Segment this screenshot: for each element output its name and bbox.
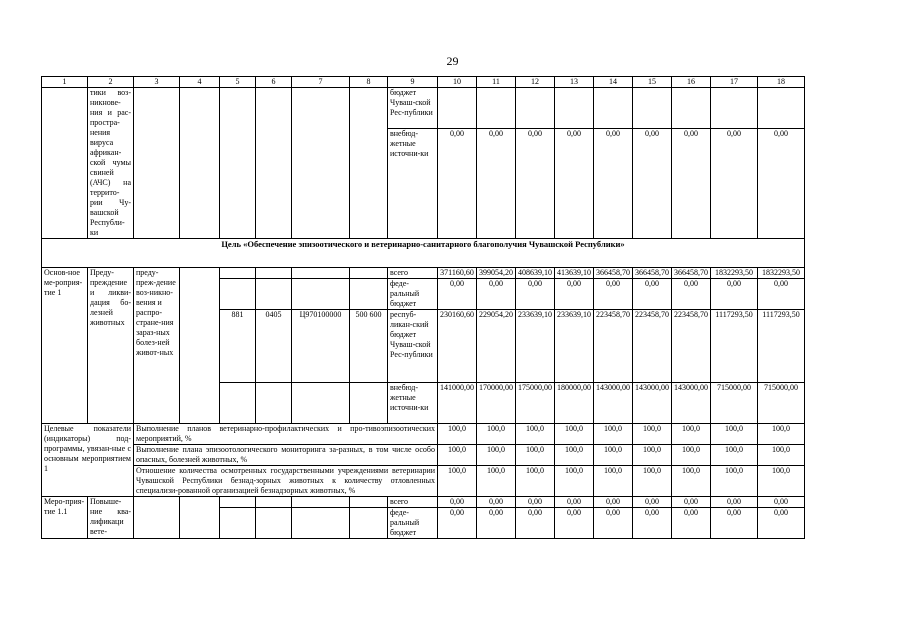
value-cell: 100,0 — [555, 466, 594, 497]
funding-source: бюджет Чуваш-ской Рес-публики — [388, 88, 438, 129]
indicator-row — [42, 424, 805, 445]
cell-empty — [220, 268, 256, 279]
value-cell: 100,0 — [672, 445, 711, 466]
value-cell: 0,00 — [672, 279, 711, 310]
value-cell: 0,00 — [516, 497, 555, 508]
cell-empty — [134, 497, 180, 539]
value-cell — [516, 88, 555, 129]
event-goal-link: преду-преж-дение воз-никно-вения и распро-стране-ния зараз-ных болез-ней живот-ных — [134, 268, 180, 424]
column-header: 17 — [711, 77, 758, 88]
indicator-row — [42, 445, 805, 466]
column-header: 18 — [758, 77, 805, 88]
value-cell: 100,0 — [711, 424, 758, 445]
funding-source: внебюд-жетные источни-ки — [388, 383, 438, 424]
column-header: 11 — [477, 77, 516, 88]
value-cell: 0,00 — [711, 129, 758, 239]
value-cell: 1832293,50 — [711, 268, 758, 279]
value-cell: 143000,00 — [672, 383, 711, 424]
value-cell — [672, 88, 711, 129]
table-row — [42, 497, 805, 508]
value-cell: 0,00 — [672, 497, 711, 508]
column-header: 13 — [555, 77, 594, 88]
value-cell: 0,00 — [633, 129, 672, 239]
value-cell: 413639,10 — [555, 268, 594, 279]
value-cell: 0,00 — [516, 129, 555, 239]
value-cell: 100,0 — [758, 466, 805, 497]
value-cell: 0,00 — [438, 129, 477, 239]
value-cell: 399054,20 — [477, 268, 516, 279]
grbs-code: 881 — [220, 310, 256, 383]
value-cell: 100,0 — [633, 466, 672, 497]
program-table — [41, 76, 805, 539]
column-header: 10 — [438, 77, 477, 88]
value-cell: 100,0 — [758, 424, 805, 445]
column-header-row — [42, 77, 805, 88]
cell-empty — [292, 508, 350, 539]
indicators-label: Целевые показатели (индикаторы) под-программы, увязан-ные с основным мероприятием 1 — [42, 424, 134, 497]
value-cell: 0,00 — [633, 497, 672, 508]
cell-empty — [292, 383, 350, 424]
value-cell: 0,00 — [633, 279, 672, 310]
cell-empty — [292, 279, 350, 310]
value-cell: 0,00 — [555, 279, 594, 310]
value-cell — [758, 88, 805, 129]
value-cell: 0,00 — [594, 508, 633, 539]
value-cell: 100,0 — [633, 424, 672, 445]
funding-source: феде-ральный бюджет — [388, 279, 438, 310]
page-number: 29 — [446, 54, 459, 68]
value-cell: 0,00 — [711, 497, 758, 508]
vr-code: 500 600 — [350, 310, 388, 383]
value-cell: 100,0 — [758, 445, 805, 466]
cell-empty — [256, 497, 292, 508]
value-cell: 366458,70 — [672, 268, 711, 279]
column-header: 6 — [256, 77, 292, 88]
value-cell: 229054,20 — [477, 310, 516, 383]
value-cell: 1832293,50 — [758, 268, 805, 279]
value-cell: 100,0 — [672, 424, 711, 445]
event-name: Преду-преждение и ликви-дация бо-лезней животных — [88, 268, 134, 424]
value-cell: 100,0 — [477, 424, 516, 445]
cell-empty — [292, 268, 350, 279]
value-cell: 233639,10 — [555, 310, 594, 383]
value-cell: 143000,00 — [594, 383, 633, 424]
cell-empty — [350, 279, 388, 310]
value-cell: 230160,60 — [438, 310, 477, 383]
cell-empty — [134, 88, 180, 239]
cell-empty — [292, 497, 350, 508]
value-cell: 233639,10 — [516, 310, 555, 383]
indicator-text: Отношение количества осмотренных государственными учреждениями ветеринарии Чувашской Республики безнад-зорных животных к количеству отловленных специализи-рованной организацией безнадзорных животных, % — [134, 466, 438, 497]
cell-empty — [350, 383, 388, 424]
value-cell: 175000,00 — [516, 383, 555, 424]
value-cell: 0,00 — [555, 508, 594, 539]
column-header: 4 — [180, 77, 220, 88]
value-cell: 0,00 — [711, 508, 758, 539]
goal-row — [42, 239, 805, 268]
column-header: 2 — [88, 77, 134, 88]
table-row — [42, 88, 805, 129]
value-cell: 100,0 — [516, 445, 555, 466]
value-cell: 0,00 — [758, 508, 805, 539]
cell-empty — [256, 383, 292, 424]
value-cell: 0,00 — [477, 279, 516, 310]
funding-source: всего — [388, 497, 438, 508]
cell-empty — [256, 279, 292, 310]
rzpr-code: 0405 — [256, 310, 292, 383]
cell-empty — [256, 268, 292, 279]
value-cell: 180000,00 — [555, 383, 594, 424]
value-cell: 1117293,50 — [758, 310, 805, 383]
value-cell — [555, 88, 594, 129]
value-cell: 100,0 — [555, 424, 594, 445]
value-cell: 100,0 — [516, 424, 555, 445]
column-header: 9 — [388, 77, 438, 88]
value-cell: 100,0 — [477, 466, 516, 497]
value-cell: 0,00 — [438, 508, 477, 539]
cell-empty — [42, 88, 88, 239]
value-cell: 100,0 — [711, 445, 758, 466]
goal-heading: Цель «Обеспечение эпизоотического и ветеринарно-санитарного благополучия Чувашской Республики» — [42, 239, 805, 268]
value-cell: 0,00 — [438, 497, 477, 508]
cell-empty — [180, 88, 220, 239]
cell-empty — [350, 508, 388, 539]
value-cell: 0,00 — [516, 508, 555, 539]
value-cell: 100,0 — [516, 466, 555, 497]
event-name: Повыше-ние ква-лификаци вете- — [88, 497, 134, 539]
cell-empty — [220, 508, 256, 539]
value-cell: 0,00 — [555, 129, 594, 239]
value-cell: 100,0 — [438, 445, 477, 466]
column-header: 1 — [42, 77, 88, 88]
table-row — [42, 268, 805, 279]
value-cell: 143000,00 — [633, 383, 672, 424]
column-header: 15 — [633, 77, 672, 88]
value-cell: 170000,00 — [477, 383, 516, 424]
value-cell: 715000,00 — [711, 383, 758, 424]
value-cell: 100,0 — [438, 424, 477, 445]
cell-empty — [256, 508, 292, 539]
column-header: 5 — [220, 77, 256, 88]
funding-source: внебюд-жетные источни-ки — [388, 129, 438, 239]
indicator-row — [42, 466, 805, 497]
value-cell: 0,00 — [758, 129, 805, 239]
cell-empty — [180, 497, 220, 539]
column-header: 12 — [516, 77, 555, 88]
column-header: 16 — [672, 77, 711, 88]
cell-empty — [292, 88, 350, 239]
indicator-text: Выполнение плана эпизоотологического мониторинга за-разных, в том числе особо опасных, болезней животных, % — [134, 445, 438, 466]
value-cell: 0,00 — [594, 279, 633, 310]
value-cell: 371160,60 — [438, 268, 477, 279]
value-cell: 100,0 — [594, 424, 633, 445]
value-cell: 100,0 — [633, 445, 672, 466]
value-cell: 100,0 — [555, 445, 594, 466]
value-cell: 0,00 — [555, 497, 594, 508]
value-cell: 223458,70 — [633, 310, 672, 383]
value-cell: 408639,10 — [516, 268, 555, 279]
cell-empty — [220, 383, 256, 424]
value-cell: 0,00 — [633, 508, 672, 539]
value-cell: 0,00 — [477, 497, 516, 508]
value-cell — [477, 88, 516, 129]
column-header: 3 — [134, 77, 180, 88]
value-cell — [438, 88, 477, 129]
value-cell: 0,00 — [438, 279, 477, 310]
value-cell: 366458,70 — [633, 268, 672, 279]
value-cell — [594, 88, 633, 129]
value-cell: 715000,00 — [758, 383, 805, 424]
cell-empty — [350, 497, 388, 508]
indicator-text: Выполнение планов ветеринарно-профилактических и про-тивоэпизоотических мероприятий, % — [134, 424, 438, 445]
csr-code: Ц970100000 — [292, 310, 350, 383]
value-cell: 100,0 — [438, 466, 477, 497]
column-header: 8 — [350, 77, 388, 88]
event-label: Основ-ное ме-роприя-тие 1 — [42, 268, 88, 424]
value-cell — [633, 88, 672, 129]
column-header: 7 — [292, 77, 350, 88]
cell-empty — [256, 88, 292, 239]
value-cell: 0,00 — [477, 129, 516, 239]
measure-name: тики воз-никнове-ния и рас-простра-нения вируса африкан-ской чумы свиней (АЧС) на террито-рии Чу-вашской Республи-ки — [88, 88, 134, 239]
cell-empty — [220, 497, 256, 508]
value-cell: 0,00 — [477, 508, 516, 539]
value-cell: 0,00 — [758, 497, 805, 508]
value-cell: 0,00 — [594, 497, 633, 508]
cell-empty — [350, 88, 388, 239]
value-cell: 100,0 — [711, 466, 758, 497]
funding-source: феде-ральный бюджет — [388, 508, 438, 539]
value-cell: 0,00 — [594, 129, 633, 239]
value-cell: 0,00 — [672, 129, 711, 239]
value-cell: 0,00 — [516, 279, 555, 310]
cell-empty — [180, 268, 220, 424]
value-cell: 100,0 — [477, 445, 516, 466]
value-cell: 100,0 — [594, 466, 633, 497]
value-cell — [711, 88, 758, 129]
value-cell: 223458,70 — [672, 310, 711, 383]
value-cell: 0,00 — [711, 279, 758, 310]
cell-empty — [350, 268, 388, 279]
column-header: 14 — [594, 77, 633, 88]
value-cell: 100,0 — [672, 466, 711, 497]
value-cell: 0,00 — [672, 508, 711, 539]
value-cell: 1117293,50 — [711, 310, 758, 383]
cell-empty — [220, 88, 256, 239]
event-label: Меро-прия-тие 1.1 — [42, 497, 88, 539]
value-cell: 223458,70 — [594, 310, 633, 383]
funding-source: респуб-ликан-ский бюджет Чуваш-ской Рес-публики — [388, 310, 438, 383]
value-cell: 141000,00 — [438, 383, 477, 424]
value-cell: 366458,70 — [594, 268, 633, 279]
funding-source: всего — [388, 268, 438, 279]
value-cell: 100,0 — [594, 445, 633, 466]
value-cell: 0,00 — [758, 279, 805, 310]
cell-empty — [220, 279, 256, 310]
